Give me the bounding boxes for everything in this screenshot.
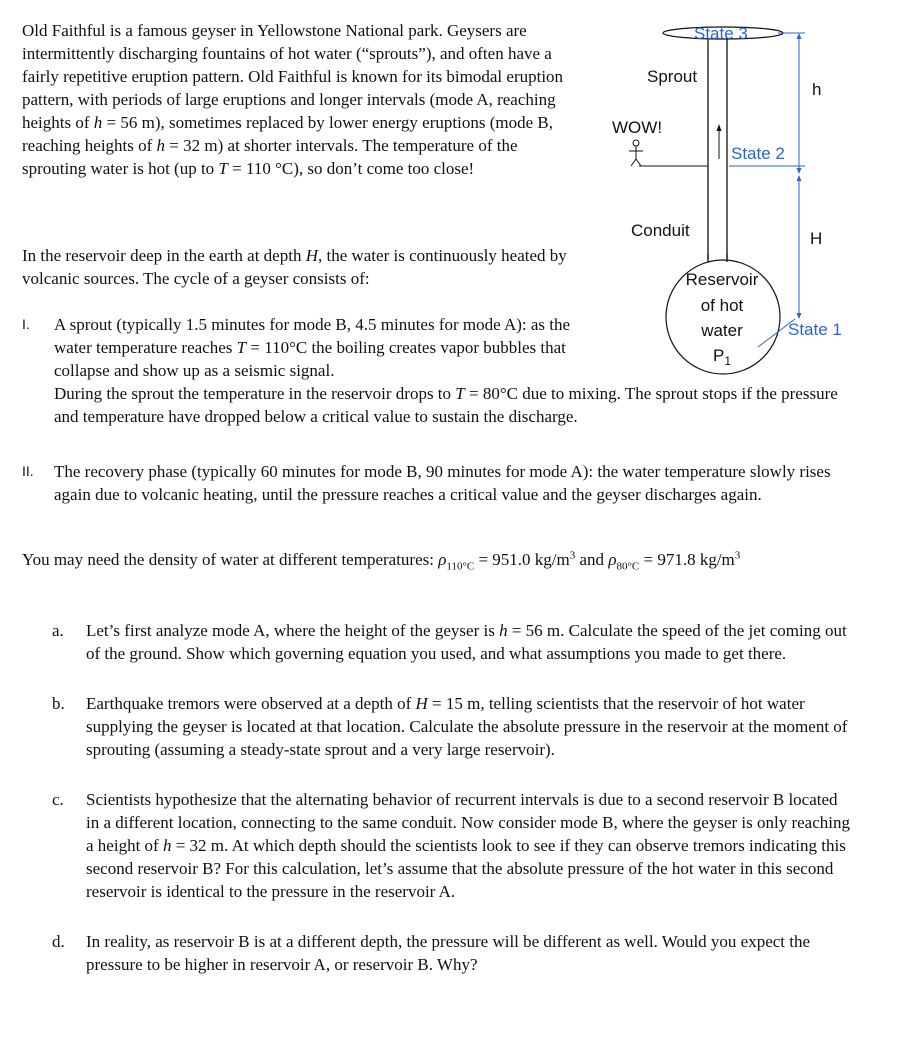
state-2-label: State 2 <box>731 144 785 163</box>
question-a <box>52 619 852 665</box>
reservoir-label-line-1: Reservoir <box>685 270 759 289</box>
question-marker: d. <box>52 932 65 951</box>
question-c <box>52 788 852 903</box>
question-marker: a. <box>52 621 64 640</box>
wow-label: WOW! <box>612 118 663 137</box>
stick-figure-icon <box>629 140 643 166</box>
H-arrow-down <box>797 313 802 319</box>
pressure-label: $P_1$ <box>712 346 732 368</box>
step-marker: I. <box>22 316 30 332</box>
question-marker: b. <box>52 694 65 713</box>
questions-list <box>52 619 852 1003</box>
step-sprout-continuation: During the sprout the temperature in the reservoir drops to T = 80°C due to mixing. The sprout stops if the pressure and temperature have dropped below a critical value to sustain the discharge. <box>54 384 838 426</box>
question-d <box>52 930 852 976</box>
h-arrow-down <box>797 168 802 174</box>
question-b <box>52 692 852 761</box>
density-paragraph: You may need the density of water at different temperatures: $\rho_{110^\circ C} = 951.0$ $kg/m^3$ and $\rho_{80^\circ C} = 971.8$ $kg/m^3$ <box>22 549 741 573</box>
step-recovery <box>22 460 862 506</box>
reservoir-label-line-3: water <box>701 321 743 340</box>
intro-paragraph: Old Faithful is a famous geyser in Yellowstone National park. Geysers are intermittently discharging fountains of hot water (“sprouts”), and often have a fairly repetitive eruption pattern. Old Faithful is known for its bimodal eruption pattern, with periods of large eruptions and longer intervals (mode A, reaching heights of h = 56 m), sometimes replaced by lower energy eruptions (mode B, reaching heights of h = 32 m) at shorter intervals. The temperature of the sprouting water is hot (up to T = 110 °C), so don’t come too close! <box>22 21 564 178</box>
state-1-label: State 1 <box>788 320 842 339</box>
reservoir-paragraph: In the reservoir deep in the earth at depth H, the water is continuously heated by volcanic sources. The cycle of a geyser consists of: <box>22 246 567 288</box>
geyser-diagram <box>598 14 898 384</box>
question-text: In reality, as reservoir B is at a different depth, the pressure will be different as well. Would you expect the pressure to be higher in reservoir A, or reservoir B. Why? <box>86 932 811 974</box>
H-arrow-up <box>797 175 802 181</box>
question-text: Earthquake tremors were observed at a depth of H = 15 m, telling scientists that the reservoir of hot water supplying the geyser is located at that location. Calculate the absolute pressure in the reservoir at the moment of sprouting (assuming a steady-state sprout and a very large reservoir). <box>86 694 848 759</box>
reservoir-label-line-2: of hot <box>700 296 744 315</box>
step-recovery-text: The recovery phase (typically 60 minutes for mode B, 90 minutes for mode A): the water temperature slowly rises again due to volcanic heating, until the pressure reaches a critical value and the geyser discharges again. <box>54 462 831 504</box>
h-label: h <box>812 80 822 99</box>
question-marker: c. <box>52 790 64 809</box>
conduit-label: Conduit <box>631 221 690 240</box>
question-text: Scientists hypothesize that the alternating behavior of recurrent intervals is due to a second reservoir B located in a different location, connecting to the same conduit. Now consider mode B, where the geyser is only reaching a height of h = 32 m. At which depth should the scientists look to see if they can observe tremors indicating this second reservoir B? For this calculation, let’s assume that the absolute pressure of the hot water in this second reservoir is identical to the pressure in the reservoir A. <box>86 790 850 901</box>
question-text: Let’s first analyze mode A, where the height of the geyser is h = 56 m. Calculate the speed of the jet coming out of the ground. Show which governing equation you used, and what assumptions you made to get there. <box>86 621 847 663</box>
H-label: H <box>810 229 823 248</box>
state-3-label: State 3 <box>694 24 748 43</box>
flow-arrow-head <box>717 124 722 131</box>
h-arrow-up <box>797 33 802 39</box>
sprout-label: Sprout <box>647 67 698 86</box>
step-marker: II. <box>22 463 34 479</box>
step-sprout-text: A sprout (typically 1.5 minutes for mode B, 4.5 minutes for mode A): as the water temperature reaches T = 110°C the boiling creates vapor bubbles that collapse and show up as a seismic signal. <box>54 315 571 380</box>
